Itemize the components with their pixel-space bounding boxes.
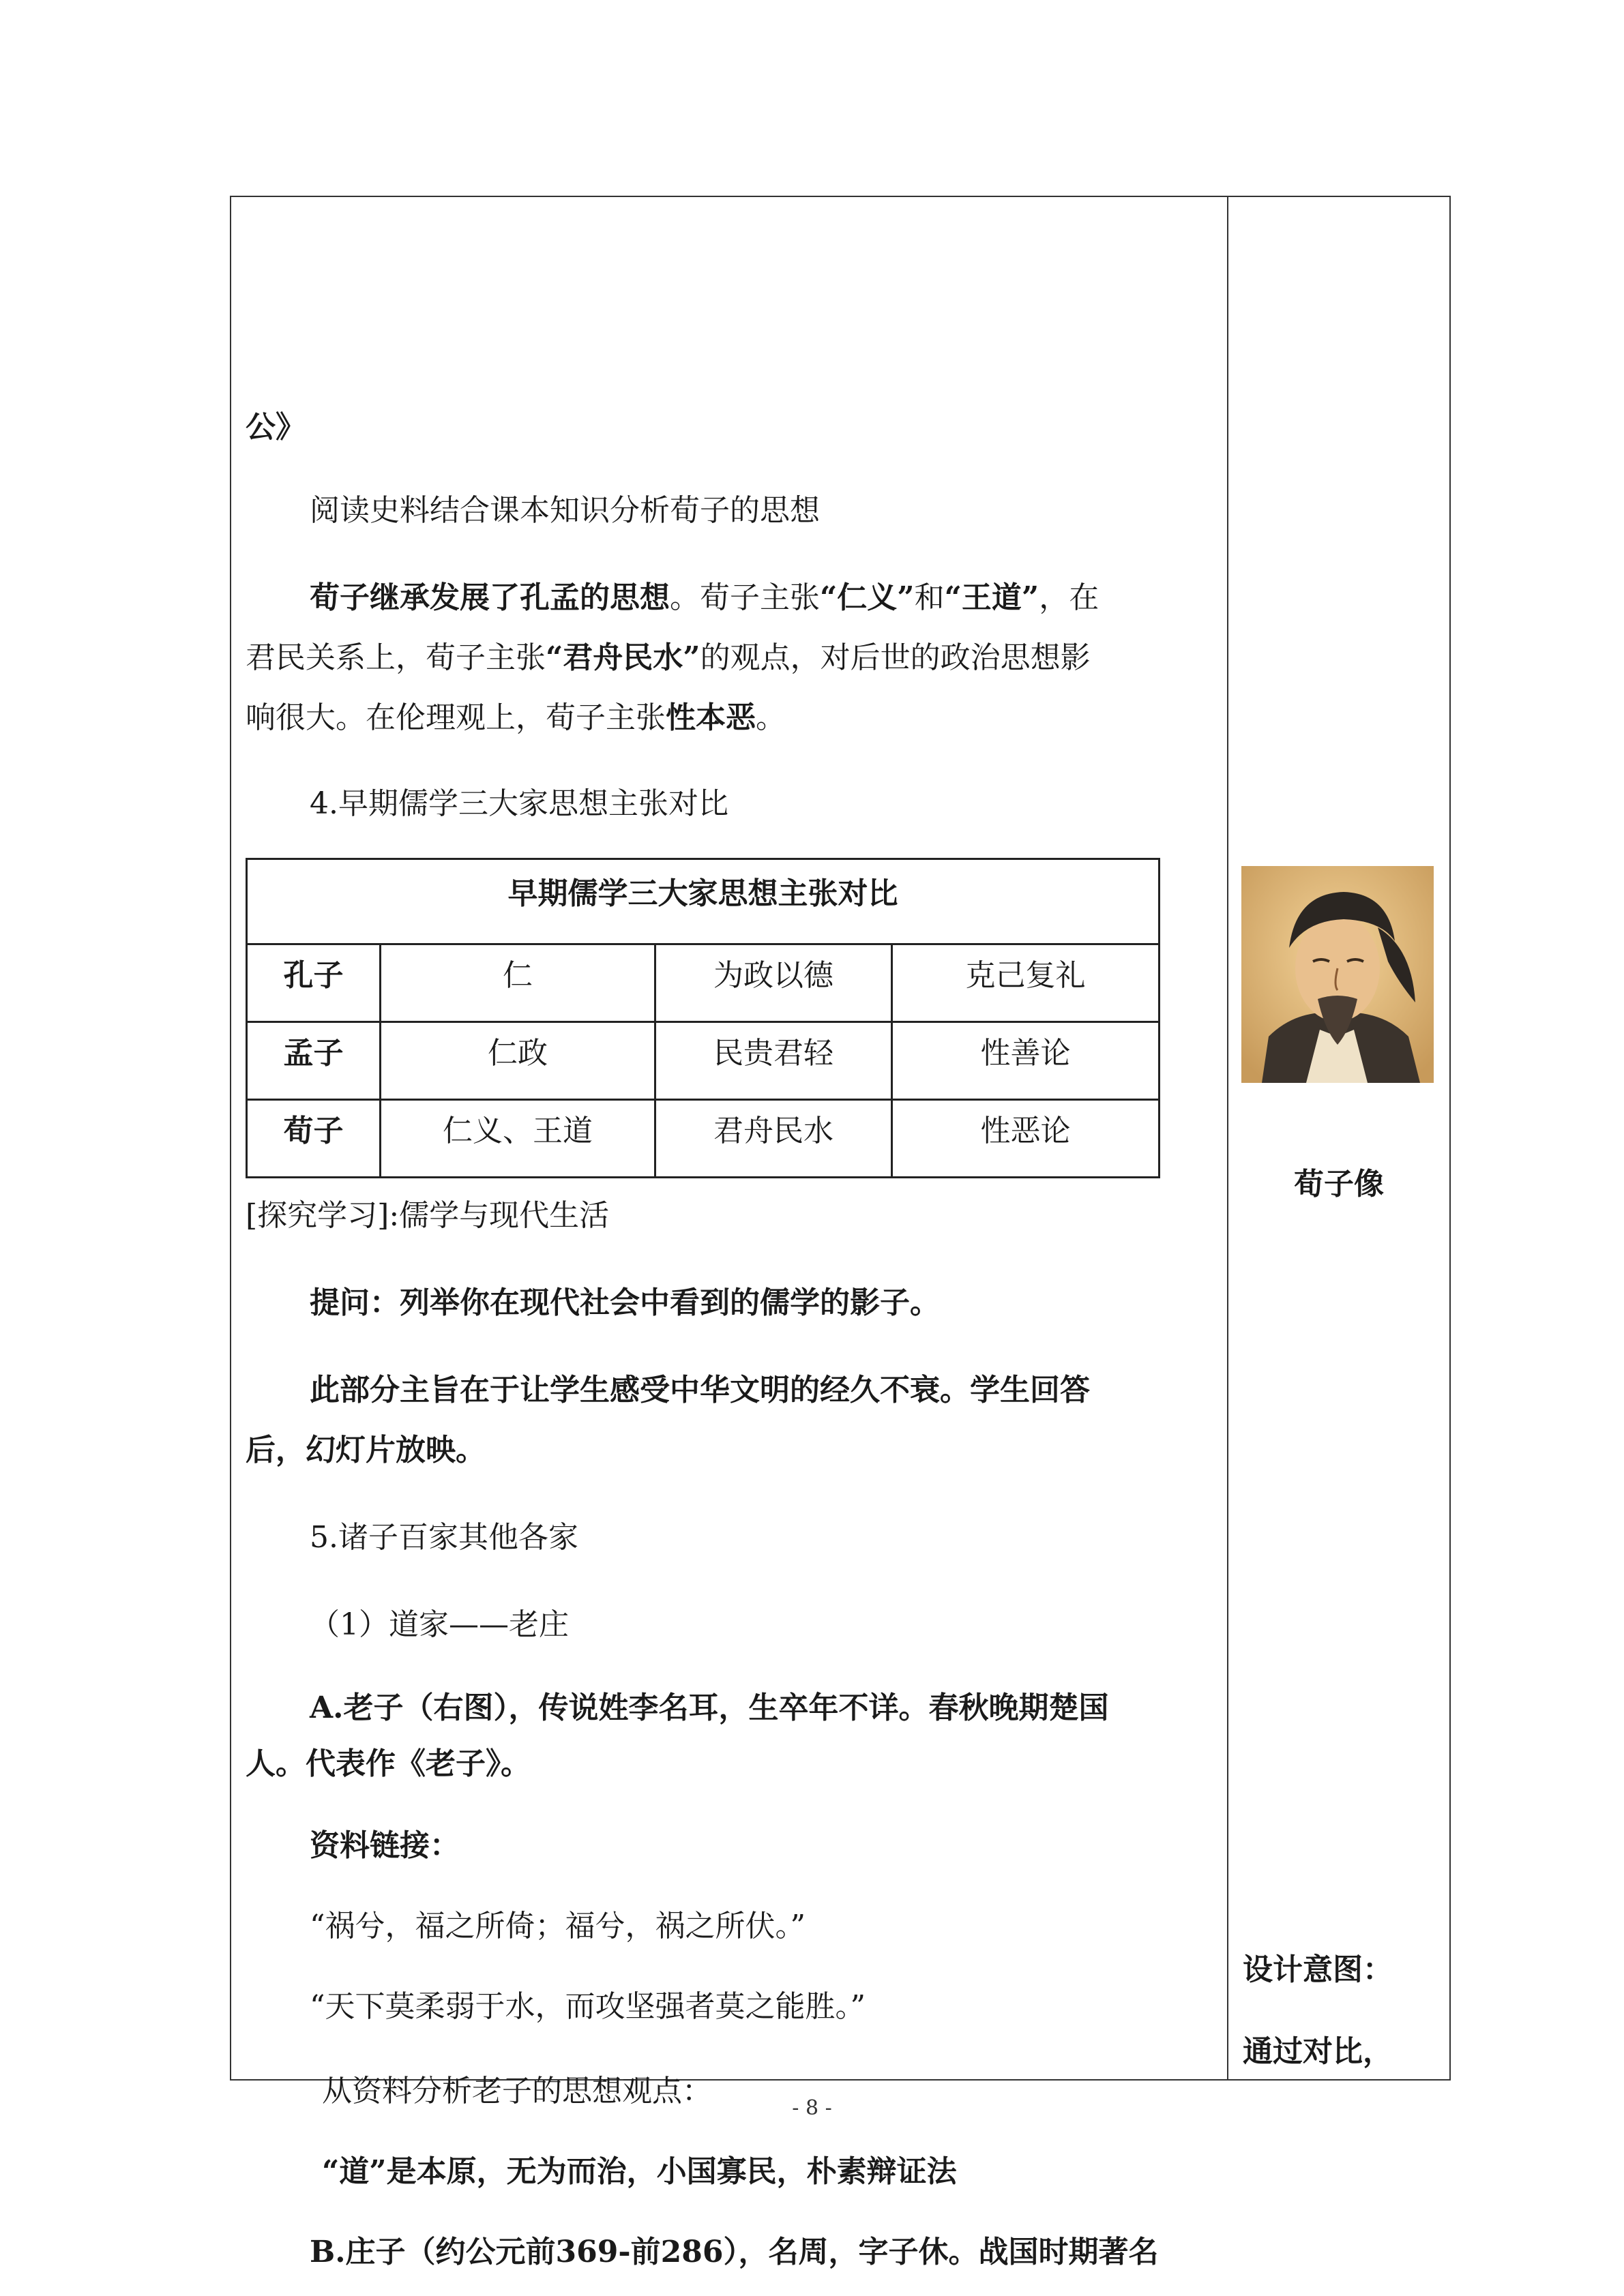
- section-heading: [探究学习]:儒学与现代生活: [246, 1198, 610, 1233]
- text-line: [246, 688, 786, 748]
- text-span: ，在: [1039, 580, 1099, 615]
- text-line: [246, 628, 1091, 688]
- text-line: 此部分主旨在于让学生感受中华文明的经久不衰。学生回答: [310, 1373, 1090, 1407]
- table-cell: 克己复礼: [892, 944, 1160, 1022]
- table-cell: 仁: [381, 944, 655, 1022]
- text-span: 。: [756, 700, 786, 735]
- text-line: 资料链接：: [310, 1828, 460, 1863]
- table-cell: 孔子: [247, 944, 381, 1022]
- emphasis: 荀子继承发展了孔孟的思想: [310, 580, 670, 615]
- table-cell: 为政以德: [655, 944, 892, 1022]
- table-cell: 荀子: [247, 1100, 381, 1178]
- section-heading: （1）道家——老庄: [310, 1607, 569, 1642]
- text-line: 人。代表作《老子》。: [246, 1746, 531, 1781]
- section-heading: 5.诸子百家其他各家: [310, 1520, 578, 1555]
- table-cell: 仁义、王道: [381, 1100, 655, 1178]
- xunzi-portrait-image: [1241, 866, 1434, 1083]
- emphasis: “君舟民水”: [546, 640, 700, 675]
- emphasis: 性本恶: [666, 700, 756, 735]
- text-span: 响很大。在伦理观上，荀子主张: [246, 700, 666, 735]
- text-line: “道”是本原，无为而治，小国寡民，朴素辩证法: [322, 2154, 957, 2189]
- text-line: A.老子（右图），传说姓李名耳，生卒年不详。春秋晚期楚国: [310, 1690, 1109, 1725]
- table-row: [247, 944, 1160, 1022]
- table-row: [247, 1022, 1160, 1100]
- text-span: 和: [914, 580, 945, 615]
- table-cell: 仁政: [381, 1022, 655, 1100]
- text-line: 提问：列举你在现代社会中看到的儒学的影子。: [310, 1285, 940, 1320]
- table-cell: 君舟民水: [655, 1100, 892, 1178]
- table-cell: 民贵君轻: [655, 1022, 892, 1100]
- text-span: 的观点，对后世的政治思想影: [700, 640, 1091, 675]
- text-line: 从资料分析老子的思想观点：: [322, 2074, 712, 2108]
- table-cell: 性善论: [892, 1022, 1160, 1100]
- table-row: [247, 1100, 1160, 1178]
- table-title: 早期儒学三大家思想主张对比: [247, 859, 1160, 944]
- table-cell: 性恶论: [892, 1100, 1160, 1178]
- column-divider: [1227, 196, 1228, 2081]
- emphasis: “王道”: [944, 580, 1039, 615]
- design-intent-label: 设计意图：: [1243, 1952, 1393, 1987]
- text-line: [310, 568, 1099, 628]
- text-line: 后，幻灯片放映。: [246, 1433, 486, 1467]
- table-cell: 孟子: [247, 1022, 381, 1100]
- text-line: 阅读史料结合课本知识分析荀子的思想: [310, 493, 820, 528]
- design-intent-text: 通过对比，: [1243, 2034, 1393, 2069]
- text-span: 。荀子主张: [670, 580, 820, 615]
- quote: “祸兮，福之所倚；福兮，祸之所伏。”: [310, 1909, 806, 1943]
- comparison-table: [246, 858, 1160, 1178]
- text-span: 君民关系上，荀子主张: [246, 640, 546, 675]
- page-number: - 8 -: [792, 2096, 832, 2120]
- emphasis: “仁义”: [820, 580, 915, 615]
- text-line: 公》: [246, 410, 306, 445]
- text-line: B.庄子（约公元前369-前286），名周，字子休。战国时期著名: [310, 2235, 1159, 2269]
- quote: “天下莫柔弱于水，而攻坚强者莫之能胜。”: [310, 1989, 866, 2024]
- portrait-caption: 荀子像: [1294, 1167, 1384, 1202]
- section-heading: 4.早期儒学三大家思想主张对比: [310, 786, 728, 821]
